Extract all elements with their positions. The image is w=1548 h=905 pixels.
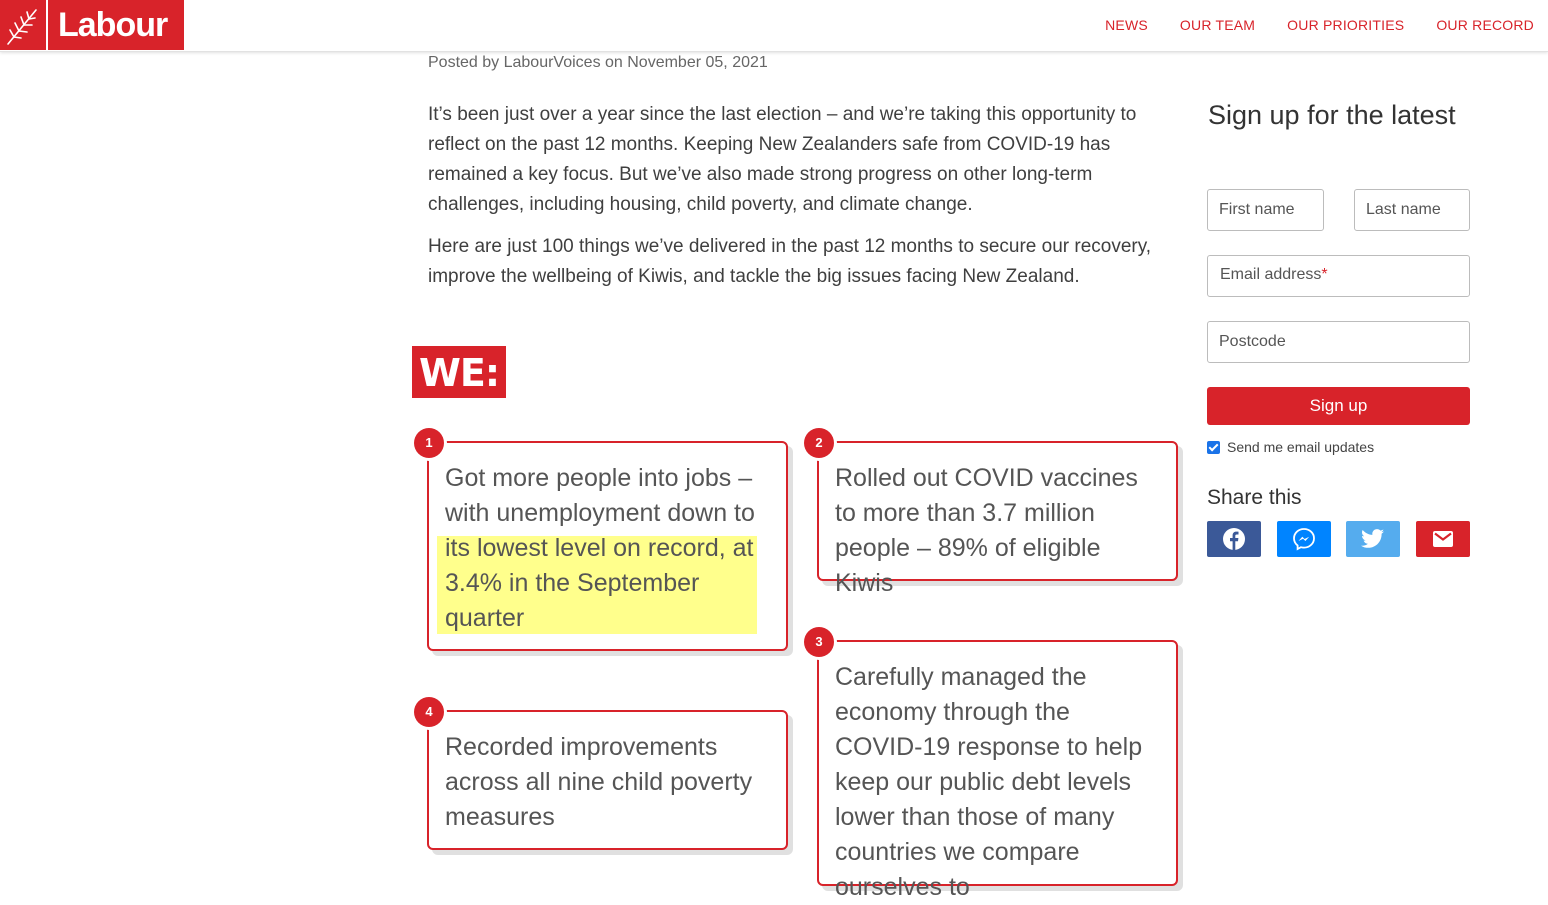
facebook-icon — [1222, 527, 1246, 551]
achievement-card-4 — [427, 710, 788, 850]
achievement-card-2 — [817, 441, 1178, 597]
share-messenger-button[interactable] — [1277, 521, 1331, 557]
nav-news[interactable]: NEWS — [1105, 17, 1148, 33]
email-input[interactable] — [1207, 255, 1470, 297]
last-name-input[interactable] — [1354, 189, 1470, 231]
fern-logo-icon[interactable] — [0, 0, 46, 50]
nav-our-priorities[interactable]: OUR PRIORITIES — [1287, 17, 1405, 33]
achievement-text-4: Recorded improvements across all nine child poverty measures — [445, 733, 753, 831]
achievement-text-2: Rolled out COVID vaccines to more than 3.7 million people – 89% of eligible Kiwis — [835, 464, 1138, 597]
site-header — [0, 0, 1548, 52]
summary-paragraph: Here are just 100 things we’ve delivered in the past 12 months to secure our recovery, improve the wellbeing of Kiwis, and tackle the big issues facing New Zealand. — [428, 236, 1152, 287]
main-nav — [1073, 0, 1534, 50]
post-meta: Posted by LabourVoices on November 05, 2021 — [428, 54, 768, 71]
achievement-number-2: 2 — [804, 428, 834, 458]
first-name-input[interactable] — [1207, 189, 1324, 231]
messenger-icon — [1292, 527, 1316, 551]
labour-logo[interactable] — [48, 0, 184, 50]
required-mark: * — [1321, 266, 1328, 283]
email-placeholder-text: Email address — [1220, 266, 1322, 283]
achievement-number-1: 1 — [414, 428, 444, 458]
email-updates-option[interactable] — [1207, 439, 1374, 455]
share-facebook-button[interactable] — [1207, 521, 1261, 557]
achievement-card-1 — [427, 441, 788, 651]
postcode-input[interactable] — [1207, 321, 1470, 363]
email-updates-label: Send me email updates — [1227, 439, 1375, 455]
achievement-number-4: 4 — [414, 697, 444, 727]
signup-title: Sign up for the latest — [1208, 100, 1456, 130]
signup-button[interactable]: Sign up — [1207, 387, 1470, 425]
twitter-icon — [1361, 528, 1385, 550]
achievement-text-1: Got more people into jobs – with unemployment down to its lowest level on record, at 3.4% in the September quarter — [445, 464, 755, 632]
email-icon — [1433, 531, 1453, 547]
share-twitter-button[interactable] — [1346, 521, 1400, 557]
email-updates-checkbox[interactable] — [1207, 441, 1220, 454]
achievement-number-3: 3 — [804, 627, 834, 657]
share-email-button[interactable] — [1416, 521, 1470, 557]
achievement-text-3: Carefully managed the economy through the COVID-19 response to help keep our public debt levels lower than those of many countries we compare ourselves to — [835, 663, 1143, 901]
achievement-card-3 — [817, 640, 1178, 901]
we-heading: WE: — [412, 346, 506, 398]
nav-our-record[interactable]: OUR RECORD — [1436, 17, 1534, 33]
intro-paragraph: It’s been just over a year since the last election – and we’re taking this opportunity to reflect on the past 12 months. Keeping New Zealanders safe from COVID-19 has remained a key focus. But we’ve also made strong progress on other long-term challenges, including housing, child poverty, and climate change. — [428, 104, 1137, 215]
share-title: Share this — [1207, 486, 1302, 509]
nav-our-team[interactable]: OUR TEAM — [1179, 17, 1256, 33]
logo-text: Labour — [58, 6, 168, 44]
